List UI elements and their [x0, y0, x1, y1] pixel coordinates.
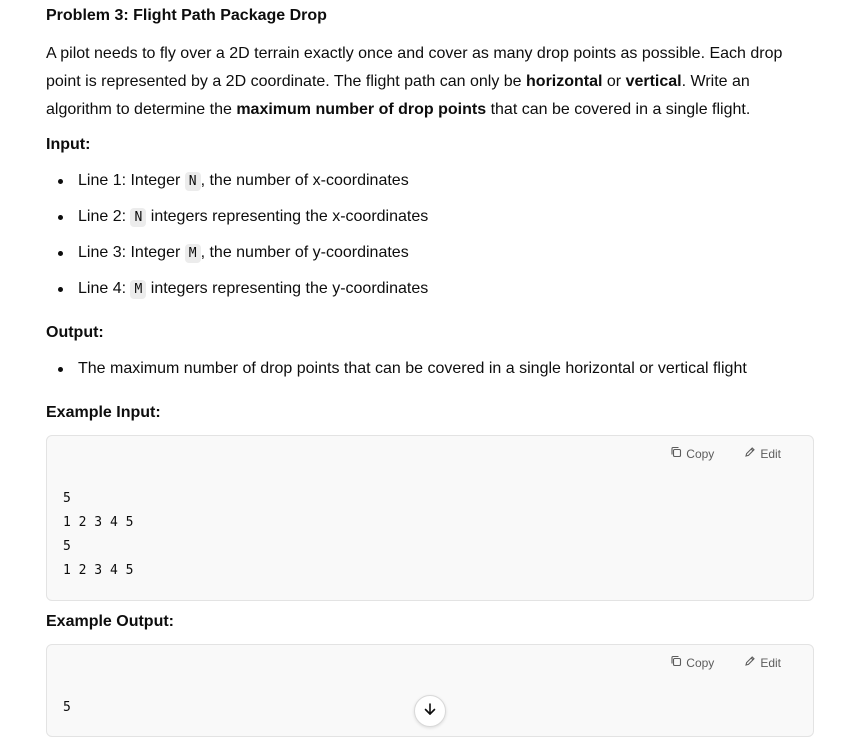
intro-bold-max: maximum number of drop points — [236, 101, 487, 118]
code-content: 5 — [63, 700, 71, 715]
intro-bold-vertical: vertical — [625, 73, 682, 90]
problem-description — [46, 40, 816, 124]
copy-label: Copy — [686, 655, 715, 670]
example-output-heading: Example Output: — [46, 613, 175, 630]
example-input-codeblock — [46, 435, 814, 601]
copy-button[interactable] — [670, 655, 714, 670]
inline-code: M — [185, 244, 201, 263]
list-item-text: , the number of y-coordinates — [200, 244, 409, 261]
list-item-text: Line 2: — [78, 208, 131, 225]
copy-button[interactable] — [670, 446, 714, 461]
intro-text-4: that can be covered in a single flight. — [486, 101, 751, 118]
list-item-text: integers representing the x-coordinates — [146, 208, 429, 225]
output-heading: Output: — [46, 324, 104, 341]
intro-text-3: . Write an algorithm to determine the — [46, 73, 750, 118]
list-item-text: , the number of x-coordinates — [200, 172, 409, 189]
bullet-dot — [58, 251, 63, 256]
edit-button[interactable] — [744, 446, 781, 461]
edit-button[interactable] — [744, 655, 781, 670]
inline-code: N — [185, 172, 201, 191]
arrow-down-icon — [423, 702, 437, 721]
list-item-text: Line 4: — [78, 280, 131, 297]
code-toolbar — [670, 655, 781, 670]
intro-text-2: or — [602, 73, 626, 90]
code-content: 5 1 2 3 4 5 5 1 2 3 4 5 — [63, 491, 134, 578]
scroll-to-bottom-button[interactable] — [414, 695, 446, 727]
bullet-dot — [58, 367, 63, 372]
edit-icon — [744, 655, 756, 670]
edit-icon — [744, 446, 756, 461]
inline-code: M — [130, 280, 146, 299]
intro-bold-horizontal: horizontal — [526, 73, 603, 90]
code-toolbar — [670, 446, 781, 461]
list-item-text: integers representing the y-coordinates — [146, 280, 429, 297]
intro-text-1: A pilot needs to fly over a 2D terrain exactly once and cover as many drop points as possible. Each drop point is represented by a 2D coordinate. The flight path can only be — [46, 45, 783, 90]
example-input-heading: Example Input: — [46, 404, 161, 421]
problem-title: Problem 3: Flight Path Package Drop — [46, 7, 327, 24]
list-item-text: The maximum number of drop points that can be covered in a single horizontal or vertical flight — [78, 360, 747, 377]
list-item-text: Line 3: Integer — [78, 244, 185, 261]
copy-label: Copy — [686, 446, 715, 461]
input-heading: Input: — [46, 136, 91, 153]
copy-icon — [670, 655, 682, 670]
list-item-text: Line 1: Integer — [78, 172, 185, 189]
edit-label: Edit — [760, 655, 781, 670]
edit-label: Edit — [760, 446, 781, 461]
inline-code: N — [130, 208, 146, 227]
bullet-dot — [58, 287, 63, 292]
copy-icon — [670, 446, 682, 461]
bullet-dot — [58, 179, 63, 184]
bullet-dot — [58, 215, 63, 220]
